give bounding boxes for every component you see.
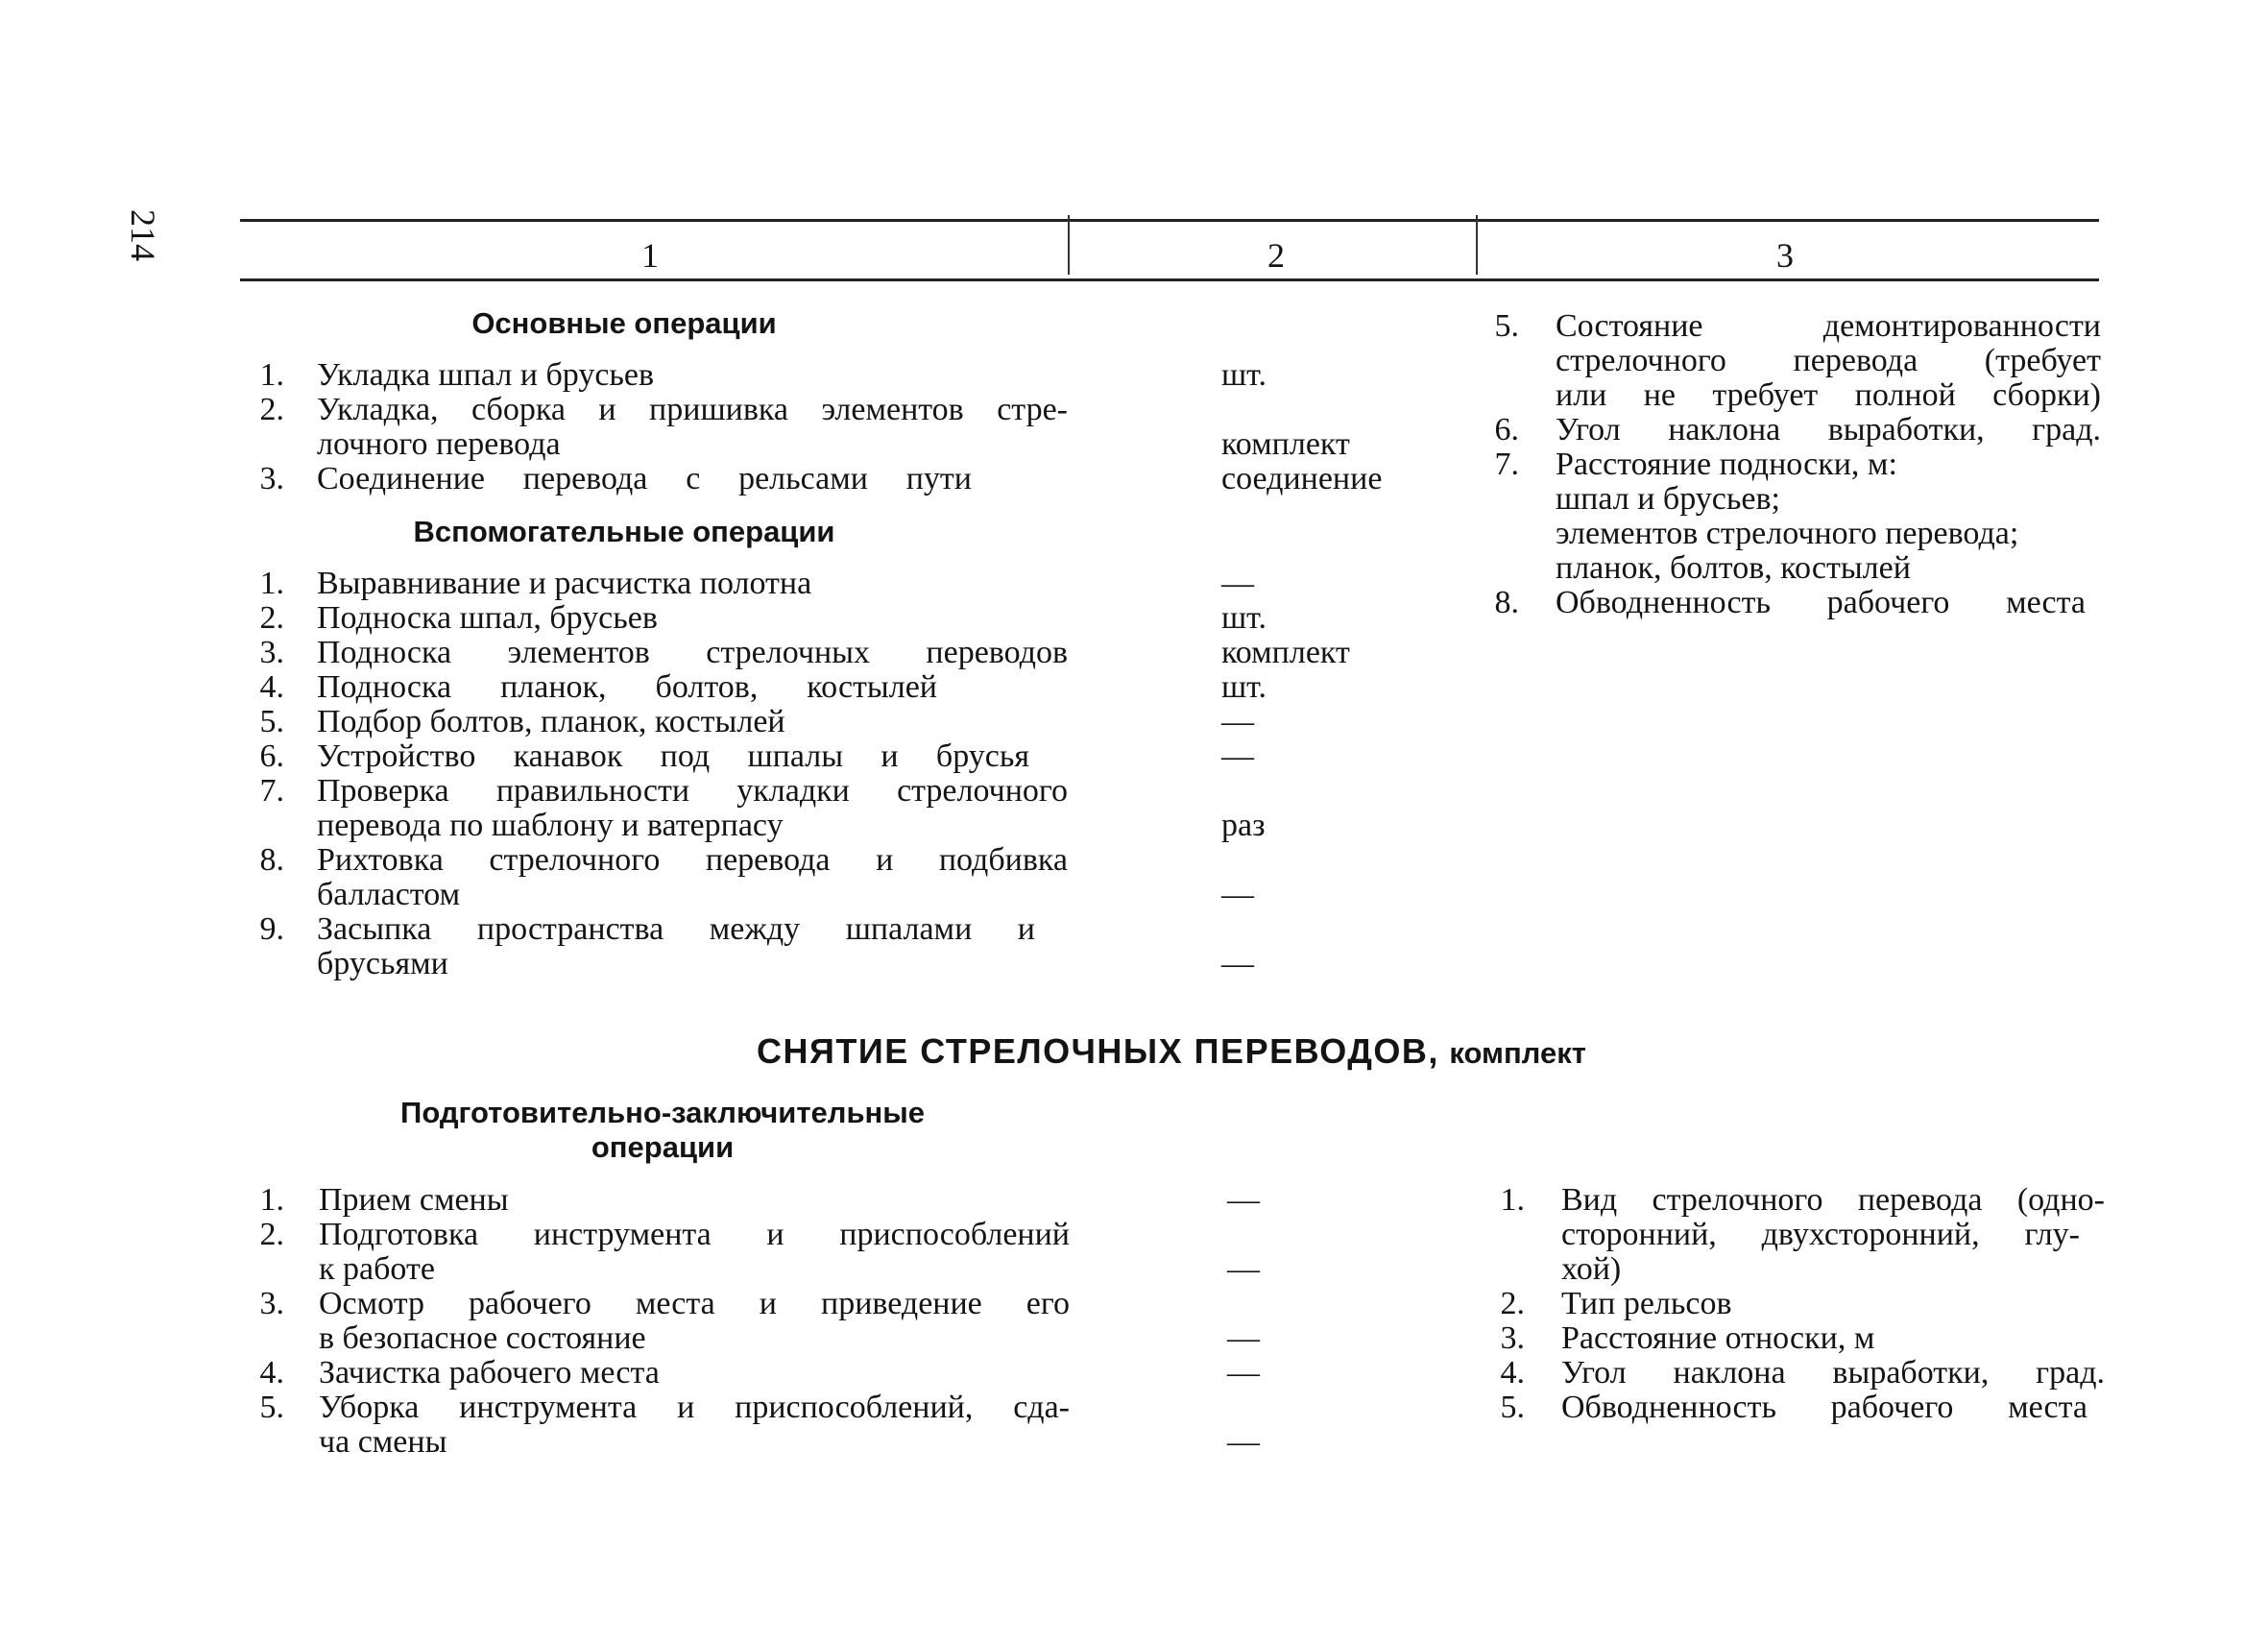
item-unit: комплект [1221,426,1350,462]
item-text: Состояние демонтированности [1556,308,2101,344]
main-operations-heading: Основные операции [471,306,777,340]
item-number: 1. [259,357,284,393]
item-number: 6. [1494,412,1519,448]
item-text: Засыпка пространства между шпалами и [317,911,1035,947]
item-unit: — [1221,946,1254,981]
item-number: 1. [1500,1182,1525,1218]
item-text: Подноска шпал, брусьев [317,600,658,636]
item-number: 5. [1500,1390,1525,1425]
header-top-rule [240,219,2099,222]
item-text: сторонний, двухсторонний, глу- [1561,1217,2080,1252]
item-number: 7. [259,773,284,809]
item-text: перевода по шаблону и ватерпасу [317,808,784,843]
header-divider-2 [1476,215,1478,275]
item-text: в безопасное состояние [319,1320,646,1356]
item-text: или не требует полной сборки) [1556,377,2101,413]
item-number: 7. [1494,447,1519,482]
item-text: стрелочного перевода (требует [1556,343,2101,378]
item-number: 2. [1500,1286,1525,1321]
item-unit: комплект [1221,635,1350,670]
item-number: 3. [259,635,284,670]
item-number: 4. [1500,1355,1525,1391]
item-number: 8. [259,842,284,878]
item-text: Уборка инструмента и приспособлений, сда- [319,1390,1070,1425]
item-text: Рихтовка стрелочного перевода и подбивка [317,842,1068,878]
item-text: Обводненность рабочего места [1561,1390,2087,1425]
item-text: Обводненность рабочего места [1556,585,2086,620]
column-header-2: 2 [1267,236,1285,275]
item-text: Расстояние подноски, м: [1556,447,1897,482]
item-text: Зачистка рабочего места [319,1355,660,1391]
item-unit: — [1221,877,1254,912]
item-text: Тип рельсов [1561,1286,1732,1321]
item-unit: — [1227,1182,1260,1218]
prep-heading-line-1: Подготовительно-заключительные [400,1096,925,1129]
item-number: 9. [259,911,284,947]
item-text: Подноска планок, болтов, костылей [317,669,937,705]
item-text: Расстояние относки, м [1561,1320,1875,1356]
item-text: Устройство канавок под шпалы и брусья [317,738,1029,774]
item-text: Угол наклона выработки, град. [1556,412,2101,448]
item-unit: соединение [1221,461,1383,496]
item-text: Укладка, сборка и пришивка элементов стре- [317,392,1068,427]
section-title [757,1032,1586,1073]
item-text: Соединение перевода с рельсами пути [317,461,972,496]
item-number: 8. [1494,585,1519,620]
item-text: Вид стрелочного перевода (одно- [1561,1182,2105,1218]
section-title-unit: комплект [1449,1036,1586,1070]
item-unit: — [1227,1424,1260,1460]
item-number: 4. [259,1355,284,1391]
item-number: 5. [259,1390,284,1425]
item-text: Укладка шпал и брусьев [317,357,655,393]
section-title-main: СНЯТИЕ СТРЕЛОЧНЫХ ПЕРЕВОДОВ, [757,1031,1439,1071]
item-text: Подготовка инструмента и приспособлений [319,1217,1070,1252]
item-text: Подбор болтов, планок, костылей [317,704,785,739]
item-text: Прием смены [319,1182,509,1218]
item-text: Осмотр рабочего места и приведение его [319,1286,1070,1321]
item-text: балластом [317,877,461,912]
item-text: Проверка правильности укладки стрелочного [317,773,1068,809]
item-number: 2. [259,392,284,427]
item-number: 4. [259,669,284,705]
item-number: 3. [259,461,284,496]
item-unit: — [1221,738,1254,774]
prep-heading-line-2: операции [591,1130,735,1164]
item-number: 2. [259,600,284,636]
item-number: 3. [259,1286,284,1321]
item-number: 1. [259,566,284,601]
column-header-3: 3 [1776,236,1794,275]
item-unit: — [1221,704,1254,739]
item-text: брусьями [317,946,448,981]
item-text: Выравнивание и расчистка полотна [317,566,812,601]
item-text: Угол наклона выработки, град. [1561,1355,2105,1391]
item-text: планок, болтов, костылей [1556,550,1911,586]
item-text: шпал и брусьев; [1556,481,1780,517]
item-number: 3. [1500,1320,1525,1356]
item-unit: шт. [1221,600,1267,636]
item-text: ча смены [319,1424,447,1460]
item-text: к работе [319,1251,435,1287]
column-header-1: 1 [641,236,659,275]
item-number: 1. [259,1182,284,1218]
item-unit: — [1227,1251,1260,1287]
item-number: 2. [259,1217,284,1252]
item-unit: — [1227,1355,1260,1391]
item-text: элементов стрелочного перевода; [1556,516,2019,551]
aux-operations-heading: Вспомогательные операции [413,515,835,548]
item-text: хой) [1561,1251,1622,1287]
item-unit: шт. [1221,357,1267,393]
item-number: 5. [1494,308,1519,344]
item-unit: — [1221,566,1254,601]
item-text: лочного перевода [317,426,561,462]
item-number: 6. [259,738,284,774]
page-number: 214 [124,209,162,261]
item-unit: раз [1221,808,1266,843]
header-divider-1 [1068,215,1070,275]
item-text: Подноска элементов стрелочных переводов [317,635,1068,670]
item-number: 5. [259,704,284,739]
item-unit: — [1227,1320,1260,1356]
item-unit: шт. [1221,669,1267,705]
header-bottom-rule [240,278,2099,281]
